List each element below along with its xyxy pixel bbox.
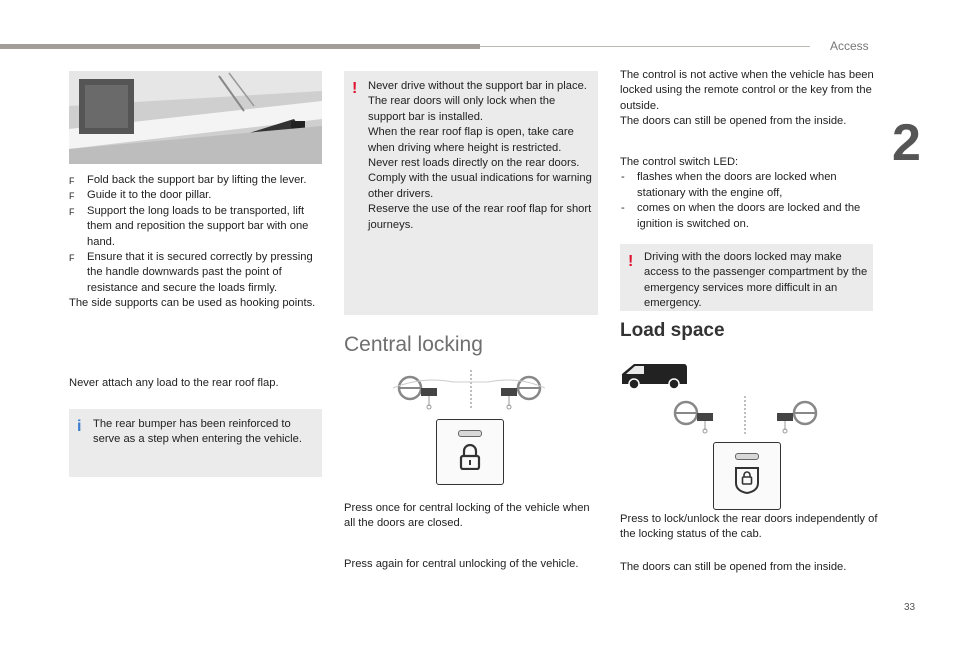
section-title: Access <box>830 39 869 53</box>
header-rule-thin <box>480 46 810 47</box>
info-box <box>69 409 322 477</box>
warning-box-locked <box>620 244 873 311</box>
warning-box-text <box>368 79 593 233</box>
warning-line: When the rear roof flap is open, take care when driving where height is restricted. <box>368 126 574 154</box>
never-attach-text: Never attach any load to the rear roof flap. <box>69 377 279 389</box>
step-item: F Support the long loads to be transported, lift them and reposition the support bar with one hand. <box>69 204 327 250</box>
side-supports-text: The side supports can be used as hooking points. <box>69 297 316 310</box>
led-list <box>620 170 878 232</box>
warning-line: Never rest loads directly on the rear doors. <box>368 157 580 170</box>
warning-icon: ! <box>628 253 634 270</box>
led-block <box>620 155 878 232</box>
step-item: F Ensure that it is secured correctly by pressing the handle downwards past the point of resistance and secure the loads firmly. <box>69 250 327 296</box>
warning-line: Reserve the use of the rear roof flap for short journeys. <box>368 203 592 231</box>
press-lock-rear-text: Press to lock/unlock the rear doors independently of the locking status of the cab. <box>620 513 878 541</box>
warning-box-locked-text: Driving with the doors locked may make access to the passenger compartment by the emergency services more difficult in an emergency. <box>644 251 868 310</box>
press-again-text: Press again for central unlocking of the vehicle. <box>344 558 579 570</box>
dashboard-diagram-icon <box>393 368 545 413</box>
warning-line: Never drive without the support bar in place. <box>368 80 587 92</box>
rear-doors-lock-button[interactable] <box>713 442 781 510</box>
dashboard-diagram-icon <box>669 396 821 436</box>
step-item: F Guide it to the door pillar. <box>69 188 327 203</box>
support-bar-photo <box>69 71 322 164</box>
warning-box <box>344 71 598 315</box>
button-led <box>458 430 482 437</box>
step-list <box>69 173 327 296</box>
info-icon: i <box>77 418 82 435</box>
steps-block <box>69 173 327 312</box>
central-locking-heading: Central locking <box>344 333 483 356</box>
press-once-text: Press once for central locking of the vehicle when all the doors are closed. <box>344 502 590 530</box>
warning-icon: ! <box>352 80 358 97</box>
control-not-active-text: The control is not active when the vehicle has been locked using the remote control or the key from the outside. <box>620 69 874 112</box>
led-item: - comes on when the doors are locked and the ignition is switched on. <box>620 201 878 232</box>
header-rule <box>0 44 480 49</box>
padlock-icon <box>459 444 481 470</box>
warning-line: Comply with the usual indications for warning other drivers. <box>368 172 592 200</box>
chapter-number: 2 <box>892 114 921 172</box>
led-intro: The control switch LED: <box>620 156 739 168</box>
doors-opened-inside-text: The doors can still be opened from the inside. <box>620 115 847 128</box>
page-number: 33 <box>904 602 916 613</box>
central-locking-button[interactable] <box>436 419 504 485</box>
doors-opened-inside-text-2: The doors can still be opened from the inside. <box>620 561 847 573</box>
led-item: - flashes when the doors are locked when stationary with the engine off, <box>620 170 878 201</box>
info-box-text: The rear bumper has been reinforced to serve as a step when entering the vehicle. <box>93 418 302 446</box>
load-space-heading: Load space <box>620 320 725 341</box>
van-icon <box>620 360 688 390</box>
control-info-block <box>620 68 878 130</box>
rear-door-lock-icon <box>733 465 761 495</box>
step-item: F Fold back the support bar by lifting the lever. <box>69 173 327 188</box>
warning-line: The rear doors will only lock when the support bar is installed. <box>368 95 556 123</box>
button-led <box>735 453 759 460</box>
